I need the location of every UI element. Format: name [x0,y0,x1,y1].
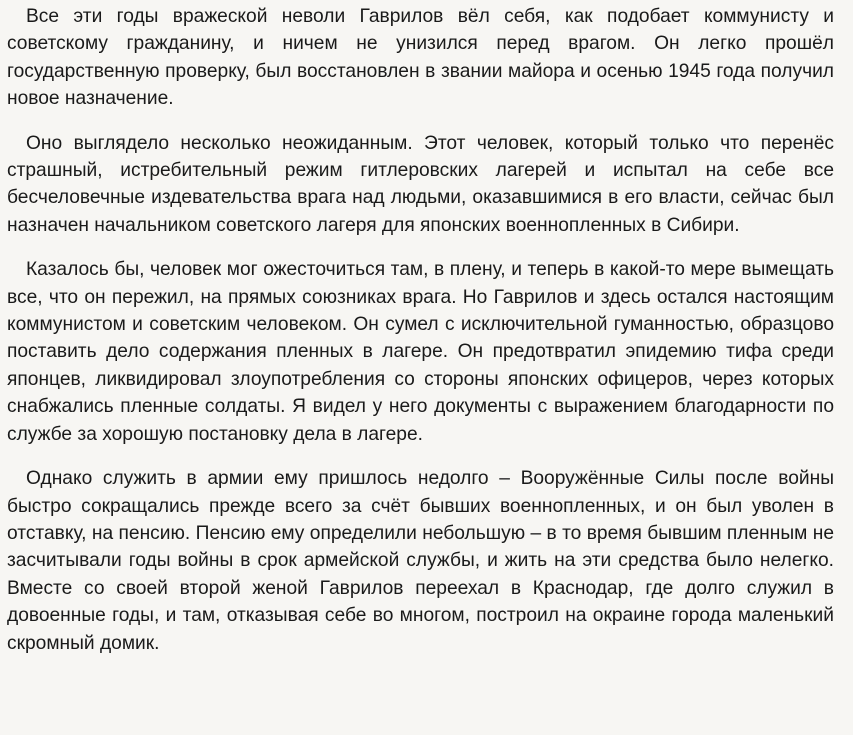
paragraph-3: Казалось бы, человек мог ожесточиться там, в плену, и теперь в какой-то мере вымещать все, что он пережил, на прямых союзниках врага. Но Гаврилов и здесь остался настоящим коммунистом и советским человеком. Он сумел с исключительной гуманностью, образцово поставить дело содержания пленных в лагере. Он предотвратил эпидемию тифа среди японцев, ликвидировал злоупотребления со стороны японских офицеров, через которых снабжались пленные солдаты. Я видел у него документы с выражением благодарности по службе за хорошую постановку дела в лагере. [7,259,834,445]
paragraph-2: Оно выглядело несколько неожиданным. Этот человек, который только что перенёс страшный, истребительный режим гитлеровских лагерей и испытал на себе все бесчеловечные издевательства врага над людьми, оказавшимися в его власти, сейчас был назначен начальником советского лагеря для японских военнопленных в Сибири. [7,132,834,236]
paragraph-4: Однако служить в армии ему пришлось недолго – Вооружённые Силы после войны быстро сокращались прежде всего за счёт бывших военнопленных, и он был уволен в отставку, на пенсию. Пенсию ему определили небольшую – в то время бывшим пленным не засчитывали годы войны в срок армейской службы, и жить на эти средства было нелегко. Вместе со своей второй женой Гаврилов переехал в Краснодар, где долго служил в довоенные годы, и там, отказывая себе во многом, построил на окраине города маленький скромный домик. [7,468,834,654]
paragraph-1: Все эти годы вражеской неволи Гаврилов вёл себя, как подобает коммунисту и советскому гражданину, и ничем не унизился перед врагом. Он легко прошёл государственную проверку, был восстановлен в звании майора и осенью 1945 года получил новое назначение. [7,6,834,110]
